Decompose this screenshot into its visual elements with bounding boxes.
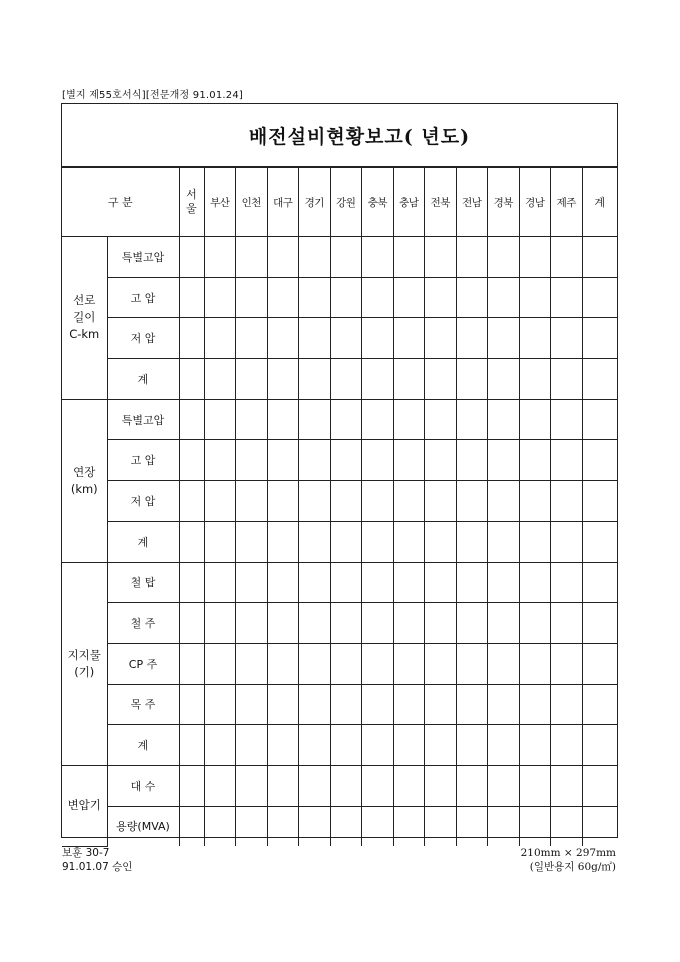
row-label: 계 xyxy=(107,725,179,766)
data-cell[interactable] xyxy=(330,643,362,684)
data-cell[interactable] xyxy=(179,765,204,806)
data-cell[interactable] xyxy=(267,440,299,481)
data-cell[interactable] xyxy=(179,643,204,684)
table-row xyxy=(62,399,617,440)
data-cell[interactable] xyxy=(488,277,520,318)
data-cell[interactable] xyxy=(236,684,268,725)
data-cell[interactable] xyxy=(425,765,457,806)
data-cell[interactable] xyxy=(393,725,425,766)
data-cell[interactable] xyxy=(488,603,520,644)
group-label-line: 변압기 xyxy=(67,798,101,813)
region-header: 경기 xyxy=(299,168,331,237)
footer-code: 보훈 30-7 xyxy=(62,847,110,859)
data-cell[interactable] xyxy=(425,643,457,684)
seoul-char-2: 울 xyxy=(186,202,197,215)
data-cell[interactable] xyxy=(488,521,520,562)
data-cell[interactable] xyxy=(204,318,236,359)
data-cell[interactable] xyxy=(488,806,520,846)
data-cell[interactable] xyxy=(330,806,362,846)
form-code: [별지 제55호서식][전문개정 91.01.24] xyxy=(62,90,244,101)
data-cell[interactable] xyxy=(362,277,394,318)
title-box xyxy=(62,104,617,167)
data-cell[interactable] xyxy=(551,684,583,725)
data-cell[interactable] xyxy=(519,318,551,359)
data-cell[interactable] xyxy=(425,440,457,481)
table-row xyxy=(62,481,617,522)
region-header: 강원 xyxy=(330,168,362,237)
data-cell[interactable] xyxy=(299,765,331,806)
table-row xyxy=(62,684,617,725)
row-label: 저 압 xyxy=(107,481,179,522)
group-label xyxy=(62,562,107,765)
table-row xyxy=(62,359,617,400)
data-cell[interactable] xyxy=(582,440,617,481)
data-cell[interactable] xyxy=(393,765,425,806)
data-cell[interactable] xyxy=(488,643,520,684)
data-cell[interactable] xyxy=(582,725,617,766)
data-cell[interactable] xyxy=(299,359,331,400)
data-cell[interactable] xyxy=(204,481,236,522)
data-cell[interactable] xyxy=(267,481,299,522)
data-cell[interactable] xyxy=(299,643,331,684)
data-cell[interactable] xyxy=(425,277,457,318)
region-header: 전북 xyxy=(425,168,457,237)
data-cell[interactable] xyxy=(582,562,617,603)
row-label: 철 탑 xyxy=(107,562,179,603)
data-cell[interactable] xyxy=(204,603,236,644)
row-label: 특별고압 xyxy=(107,399,179,440)
data-cell[interactable] xyxy=(204,521,236,562)
data-cell[interactable] xyxy=(488,684,520,725)
data-cell[interactable] xyxy=(179,481,204,522)
table-row xyxy=(62,521,617,562)
data-cell[interactable] xyxy=(330,399,362,440)
data-cell[interactable] xyxy=(551,806,583,846)
data-cell[interactable] xyxy=(179,562,204,603)
data-cell[interactable] xyxy=(204,725,236,766)
data-cell[interactable] xyxy=(204,237,236,278)
page-title: 배전설비현황보고( 년도) xyxy=(248,125,471,148)
footer-approval: 91.01.07 승인 xyxy=(62,861,133,873)
data-cell[interactable] xyxy=(299,806,331,846)
data-cell[interactable] xyxy=(236,277,268,318)
data-cell[interactable] xyxy=(299,521,331,562)
data-cell[interactable] xyxy=(519,562,551,603)
row-label: 용량(MVA) xyxy=(107,806,179,846)
group-label xyxy=(62,765,107,846)
data-cell[interactable] xyxy=(236,440,268,481)
data-cell[interactable] xyxy=(519,603,551,644)
data-cell[interactable] xyxy=(330,318,362,359)
data-cell[interactable] xyxy=(362,806,394,846)
table-row xyxy=(62,806,617,846)
data-cell[interactable] xyxy=(519,806,551,846)
row-label: 목 주 xyxy=(107,684,179,725)
data-cell[interactable] xyxy=(551,725,583,766)
data-cell[interactable] xyxy=(551,521,583,562)
data-cell[interactable] xyxy=(299,277,331,318)
data-cell[interactable] xyxy=(425,603,457,644)
data-cell[interactable] xyxy=(582,481,617,522)
data-cell[interactable] xyxy=(456,806,488,846)
data-cell[interactable] xyxy=(582,806,617,846)
data-cell[interactable] xyxy=(204,440,236,481)
data-cell[interactable] xyxy=(204,277,236,318)
data-cell[interactable] xyxy=(488,318,520,359)
table-row xyxy=(62,765,617,806)
seoul-char-1: 서 xyxy=(186,188,197,201)
data-cell[interactable] xyxy=(425,359,457,400)
data-cell[interactable] xyxy=(519,399,551,440)
data-cell[interactable] xyxy=(299,318,331,359)
data-cell[interactable] xyxy=(456,237,488,278)
data-cell[interactable] xyxy=(456,359,488,400)
region-header: 충남 xyxy=(393,168,425,237)
data-cell[interactable] xyxy=(179,277,204,318)
data-cell[interactable] xyxy=(551,562,583,603)
data-cell[interactable] xyxy=(179,521,204,562)
data-cell[interactable] xyxy=(362,603,394,644)
data-cell[interactable] xyxy=(425,521,457,562)
data-cell[interactable] xyxy=(330,237,362,278)
data-cell[interactable] xyxy=(488,440,520,481)
data-cell[interactable] xyxy=(236,521,268,562)
data-cell[interactable] xyxy=(267,643,299,684)
data-cell[interactable] xyxy=(519,521,551,562)
data-cell[interactable] xyxy=(456,399,488,440)
data-cell[interactable] xyxy=(236,725,268,766)
data-cell[interactable] xyxy=(362,684,394,725)
data-cell[interactable] xyxy=(236,481,268,522)
data-cell[interactable] xyxy=(551,277,583,318)
data-cell[interactable] xyxy=(236,603,268,644)
data-cell[interactable] xyxy=(330,765,362,806)
data-cell[interactable] xyxy=(425,562,457,603)
table-row xyxy=(62,318,617,359)
data-cell[interactable] xyxy=(236,806,268,846)
data-cell[interactable] xyxy=(456,318,488,359)
data-cell[interactable] xyxy=(204,806,236,846)
data-cell[interactable] xyxy=(582,521,617,562)
data-cell[interactable] xyxy=(425,806,457,846)
region-header: 전남 xyxy=(456,168,488,237)
paper-size: 210mm × 297mm xyxy=(520,847,616,859)
data-cell[interactable] xyxy=(456,562,488,603)
data-cell[interactable] xyxy=(267,521,299,562)
data-cell[interactable] xyxy=(362,237,394,278)
data-cell[interactable] xyxy=(551,603,583,644)
data-cell[interactable] xyxy=(362,521,394,562)
data-cell[interactable] xyxy=(519,684,551,725)
data-cell[interactable] xyxy=(330,359,362,400)
data-cell[interactable] xyxy=(425,399,457,440)
data-cell[interactable] xyxy=(236,318,268,359)
data-cell[interactable] xyxy=(362,399,394,440)
data-cell[interactable] xyxy=(551,359,583,400)
data-cell[interactable] xyxy=(179,237,204,278)
data-cell[interactable] xyxy=(582,237,617,278)
region-header: 제주 xyxy=(551,168,583,237)
data-cell[interactable] xyxy=(179,318,204,359)
data-cell[interactable] xyxy=(519,765,551,806)
data-cell[interactable] xyxy=(236,562,268,603)
region-header: 부산 xyxy=(204,168,236,237)
data-cell[interactable] xyxy=(456,684,488,725)
data-cell[interactable] xyxy=(551,440,583,481)
data-cell[interactable] xyxy=(267,237,299,278)
data-cell[interactable] xyxy=(267,359,299,400)
data-cell[interactable] xyxy=(582,318,617,359)
data-cell[interactable] xyxy=(425,725,457,766)
group-label-line: 지지물 xyxy=(67,647,101,662)
data-cell[interactable] xyxy=(362,562,394,603)
data-cell[interactable] xyxy=(267,277,299,318)
data-cell[interactable] xyxy=(519,440,551,481)
data-cell[interactable] xyxy=(299,684,331,725)
data-cell[interactable] xyxy=(456,725,488,766)
data-cell[interactable] xyxy=(582,603,617,644)
data-cell[interactable] xyxy=(582,277,617,318)
data-cell[interactable] xyxy=(204,359,236,400)
region-header: 인천 xyxy=(236,168,268,237)
data-cell[interactable] xyxy=(362,643,394,684)
data-cell[interactable] xyxy=(393,440,425,481)
data-cell[interactable] xyxy=(267,806,299,846)
data-cell[interactable] xyxy=(330,277,362,318)
data-cell[interactable] xyxy=(236,359,268,400)
table-row xyxy=(62,603,617,644)
data-cell[interactable] xyxy=(299,440,331,481)
data-cell[interactable] xyxy=(330,481,362,522)
facility-table xyxy=(62,167,617,847)
region-header-seoul xyxy=(179,168,204,237)
data-cell[interactable] xyxy=(393,684,425,725)
header-row xyxy=(62,168,617,237)
data-cell[interactable] xyxy=(267,399,299,440)
group-label-line: 길이 xyxy=(73,310,96,325)
category-header: 구 분 xyxy=(62,168,179,237)
table-row xyxy=(62,562,617,603)
data-cell[interactable] xyxy=(488,481,520,522)
data-cell[interactable] xyxy=(488,237,520,278)
row-label: 대 수 xyxy=(107,765,179,806)
data-cell[interactable] xyxy=(179,806,204,846)
data-cell[interactable] xyxy=(236,643,268,684)
data-cell[interactable] xyxy=(299,562,331,603)
data-cell[interactable] xyxy=(456,765,488,806)
group-label-line: C-km xyxy=(69,327,100,342)
data-cell[interactable] xyxy=(582,643,617,684)
data-cell[interactable] xyxy=(330,684,362,725)
row-label: CP 주 xyxy=(107,643,179,684)
data-cell[interactable] xyxy=(393,806,425,846)
data-cell[interactable] xyxy=(179,684,204,725)
table-row xyxy=(62,725,617,766)
data-cell[interactable] xyxy=(299,237,331,278)
region-header: 경북 xyxy=(488,168,520,237)
data-cell[interactable] xyxy=(393,359,425,400)
data-cell[interactable] xyxy=(362,481,394,522)
footer-right xyxy=(521,846,616,874)
region-header: 경남 xyxy=(519,168,551,237)
data-cell[interactable] xyxy=(393,237,425,278)
data-cell[interactable] xyxy=(204,562,236,603)
row-label: 계 xyxy=(107,521,179,562)
footer-left xyxy=(62,846,132,874)
data-cell[interactable] xyxy=(393,318,425,359)
data-cell[interactable] xyxy=(551,765,583,806)
data-cell[interactable] xyxy=(393,481,425,522)
data-cell[interactable] xyxy=(236,237,268,278)
group-label-line: (기) xyxy=(74,664,95,679)
data-cell[interactable] xyxy=(488,359,520,400)
data-cell[interactable] xyxy=(267,318,299,359)
data-cell[interactable] xyxy=(330,562,362,603)
row-label: 고 압 xyxy=(107,440,179,481)
data-cell[interactable] xyxy=(299,481,331,522)
data-cell[interactable] xyxy=(393,399,425,440)
data-cell[interactable] xyxy=(179,725,204,766)
data-cell[interactable] xyxy=(299,399,331,440)
data-cell[interactable] xyxy=(456,521,488,562)
data-cell[interactable] xyxy=(204,399,236,440)
data-cell[interactable] xyxy=(425,481,457,522)
data-cell[interactable] xyxy=(425,318,457,359)
data-cell[interactable] xyxy=(330,521,362,562)
group-label-line: 연장 xyxy=(73,464,96,479)
group-label-line: (km) xyxy=(70,481,98,496)
data-cell[interactable] xyxy=(204,765,236,806)
data-cell[interactable] xyxy=(393,603,425,644)
data-cell[interactable] xyxy=(551,481,583,522)
data-cell[interactable] xyxy=(267,684,299,725)
data-cell[interactable] xyxy=(456,481,488,522)
table-row xyxy=(62,237,617,278)
row-label: 철 주 xyxy=(107,603,179,644)
data-cell[interactable] xyxy=(393,277,425,318)
data-cell[interactable] xyxy=(488,562,520,603)
data-cell[interactable] xyxy=(551,237,583,278)
data-cell[interactable] xyxy=(330,603,362,644)
data-cell[interactable] xyxy=(267,765,299,806)
data-cell[interactable] xyxy=(204,643,236,684)
data-cell[interactable] xyxy=(456,643,488,684)
group-label xyxy=(62,399,107,562)
total-header: 계 xyxy=(582,168,617,237)
report-form xyxy=(61,103,618,838)
data-cell[interactable] xyxy=(267,562,299,603)
data-cell[interactable] xyxy=(330,440,362,481)
data-cell[interactable] xyxy=(519,643,551,684)
data-cell[interactable] xyxy=(519,359,551,400)
data-cell[interactable] xyxy=(456,277,488,318)
row-label: 고 압 xyxy=(107,277,179,318)
data-cell[interactable] xyxy=(582,359,617,400)
data-cell[interactable] xyxy=(519,725,551,766)
data-cell[interactable] xyxy=(236,765,268,806)
data-cell[interactable] xyxy=(267,725,299,766)
table-row xyxy=(62,277,617,318)
table-row xyxy=(62,440,617,481)
data-cell[interactable] xyxy=(551,399,583,440)
data-cell[interactable] xyxy=(179,440,204,481)
data-cell[interactable] xyxy=(299,725,331,766)
data-cell[interactable] xyxy=(204,684,236,725)
data-cell[interactable] xyxy=(179,399,204,440)
data-cell[interactable] xyxy=(362,725,394,766)
data-cell[interactable] xyxy=(488,765,520,806)
data-cell[interactable] xyxy=(519,277,551,318)
data-cell[interactable] xyxy=(425,684,457,725)
data-cell[interactable] xyxy=(362,765,394,806)
data-cell[interactable] xyxy=(362,359,394,400)
data-cell[interactable] xyxy=(393,562,425,603)
data-cell[interactable] xyxy=(179,603,204,644)
data-cell[interactable] xyxy=(488,399,520,440)
group-label xyxy=(62,237,107,400)
data-cell[interactable] xyxy=(551,643,583,684)
data-cell[interactable] xyxy=(267,603,299,644)
data-cell[interactable] xyxy=(362,440,394,481)
data-cell[interactable] xyxy=(488,725,520,766)
region-header: 충북 xyxy=(362,168,394,237)
data-cell[interactable] xyxy=(582,684,617,725)
region-header: 대구 xyxy=(267,168,299,237)
data-cell[interactable] xyxy=(393,521,425,562)
data-cell[interactable] xyxy=(236,399,268,440)
data-cell[interactable] xyxy=(299,603,331,644)
row-label: 저 압 xyxy=(107,318,179,359)
data-cell[interactable] xyxy=(179,359,204,400)
paper-type: (일반용지 60g/㎡) xyxy=(529,861,616,873)
group-label-line: 선로 xyxy=(73,293,96,308)
row-label: 특별고압 xyxy=(107,237,179,278)
data-cell[interactable] xyxy=(519,237,551,278)
data-cell[interactable] xyxy=(551,318,583,359)
data-cell[interactable] xyxy=(456,440,488,481)
data-cell[interactable] xyxy=(362,318,394,359)
data-cell[interactable] xyxy=(582,765,617,806)
data-cell[interactable] xyxy=(330,725,362,766)
data-cell[interactable] xyxy=(425,237,457,278)
data-cell[interactable] xyxy=(456,603,488,644)
data-cell[interactable] xyxy=(519,481,551,522)
table-row xyxy=(62,643,617,684)
row-label: 계 xyxy=(107,359,179,400)
data-cell[interactable] xyxy=(582,399,617,440)
data-cell[interactable] xyxy=(393,643,425,684)
